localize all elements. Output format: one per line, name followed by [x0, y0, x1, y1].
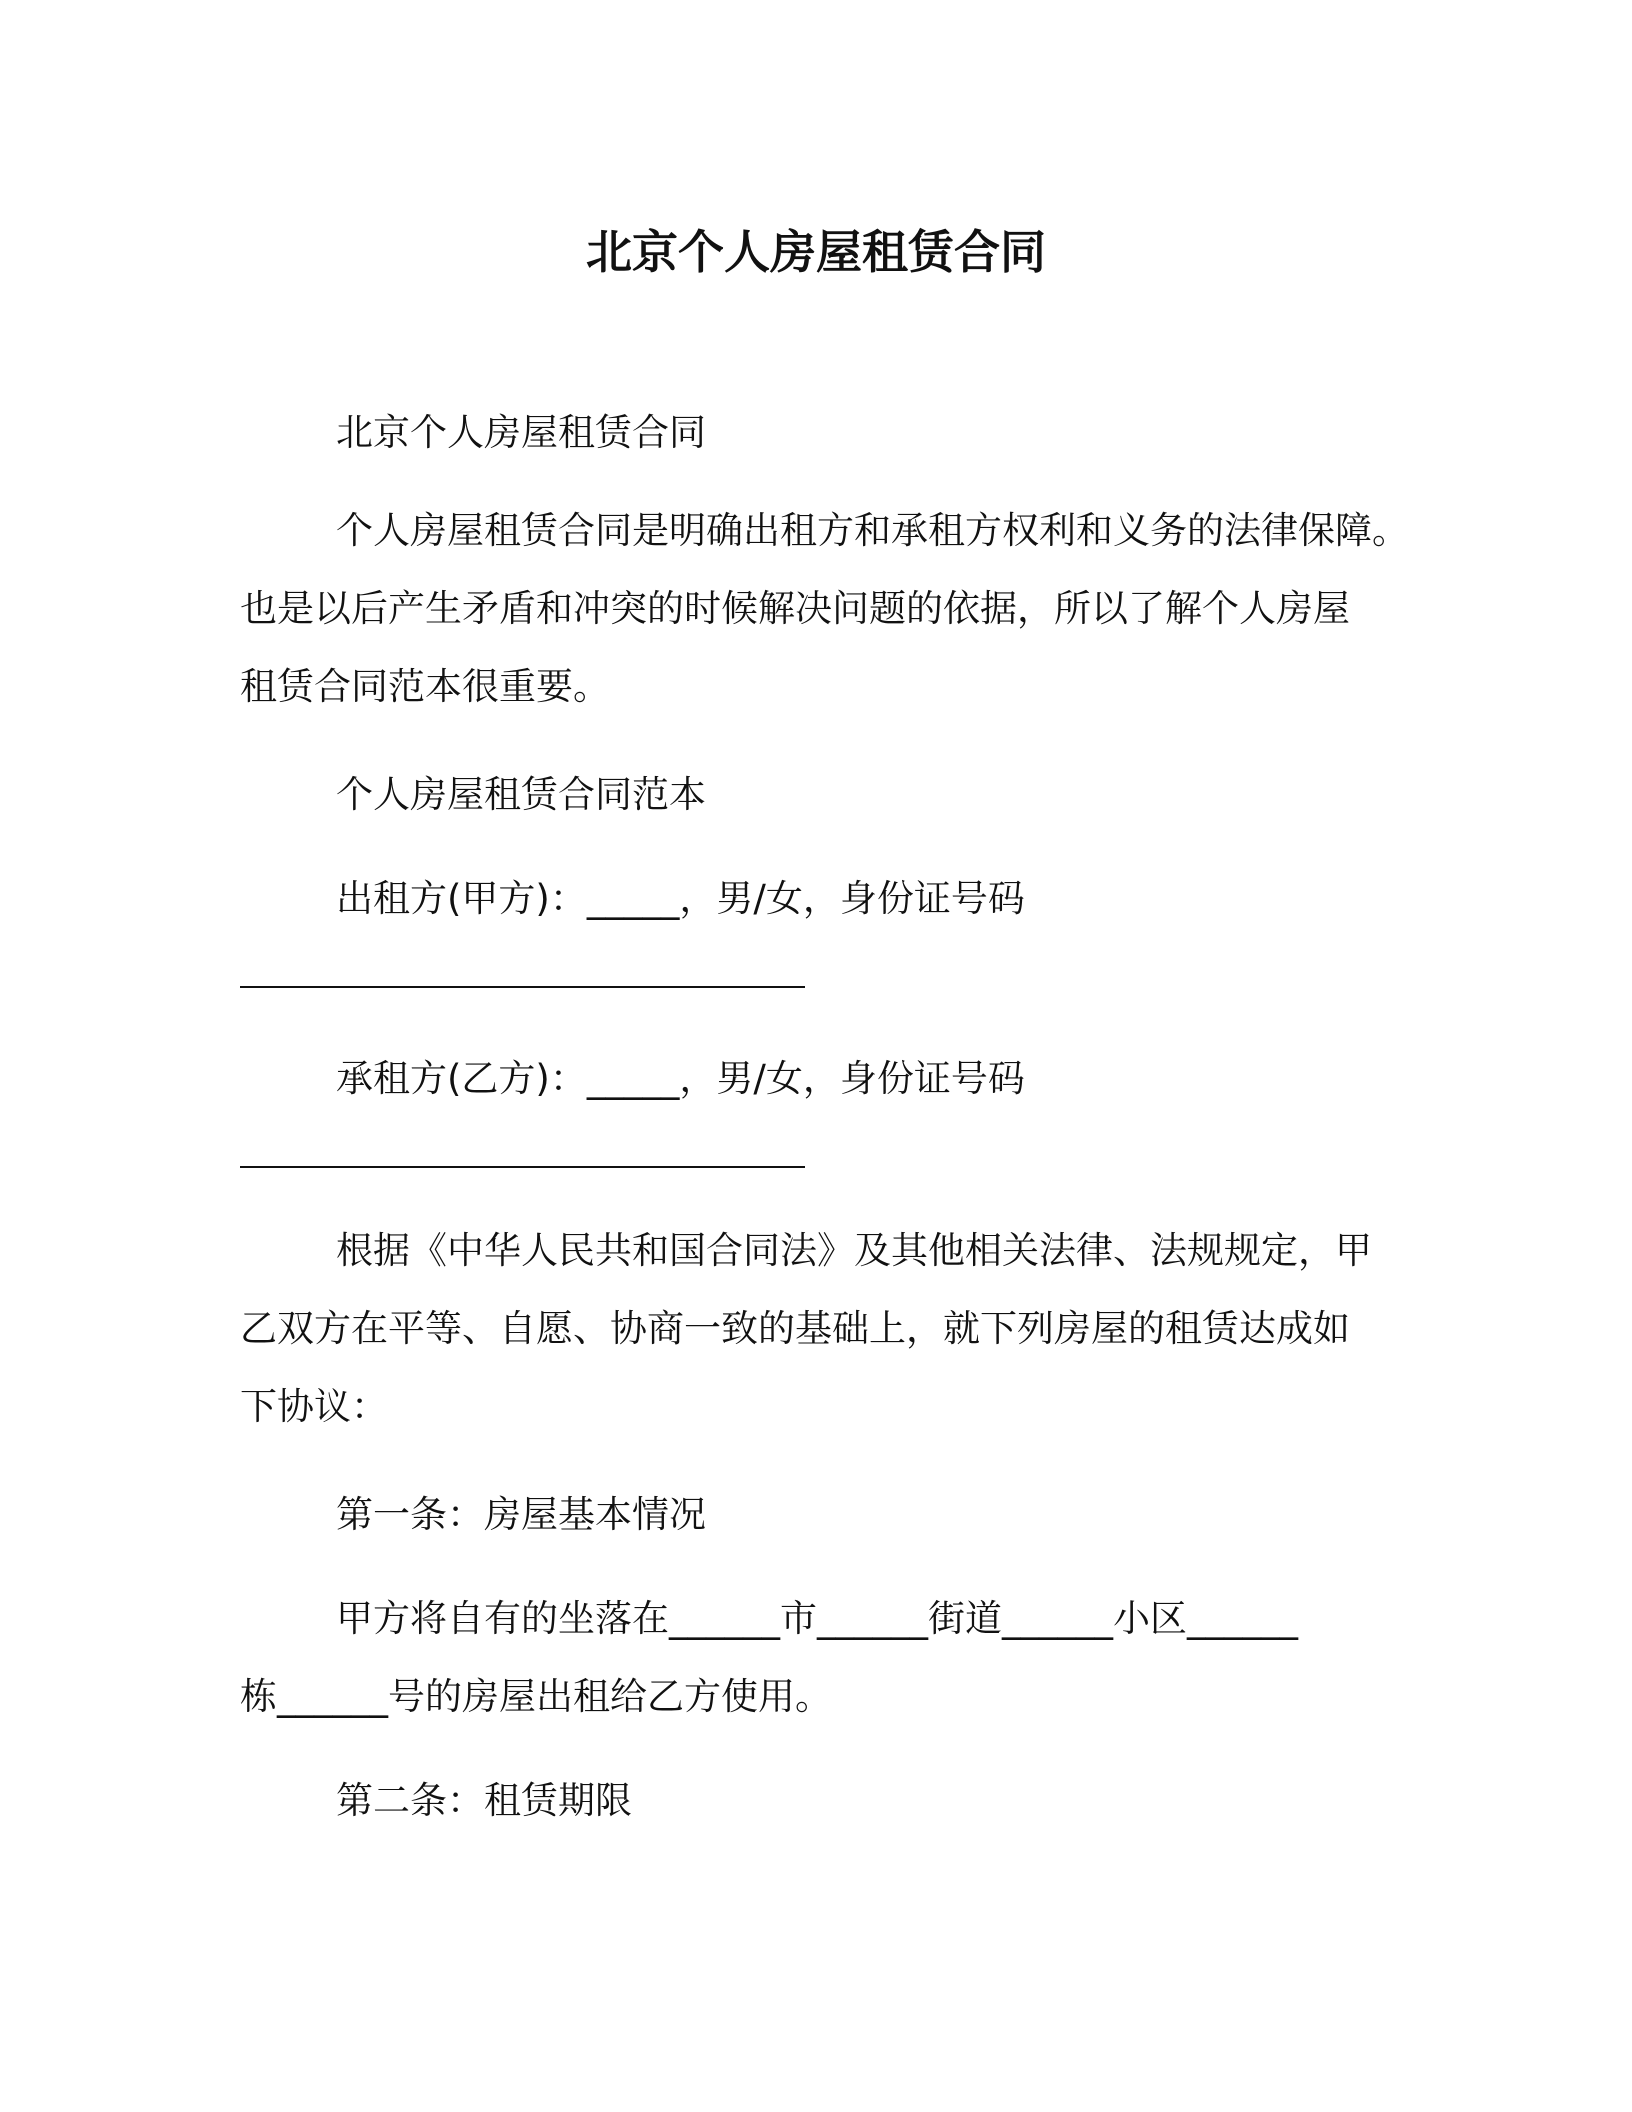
template-heading: 个人房屋租赁合同范本	[336, 773, 706, 816]
legal-basis-line-3: 下协议：	[240, 1385, 388, 1428]
intro-paragraph	[240, 492, 1409, 726]
article-1-line-2: 栋______号的房屋出租给乙方使用。	[240, 1675, 832, 1718]
party-a-id-blank	[240, 986, 805, 988]
legal-basis-paragraph	[240, 1212, 1380, 1446]
intro-line-3: 租赁合同范本很重要。	[240, 665, 610, 708]
party-b-id-blank	[240, 1166, 805, 1168]
article-1-line-1: 甲方将自有的坐落在______市______街道______小区______	[336, 1597, 1298, 1640]
legal-basis-line-2: 乙双方在平等、自愿、协商一致的基础上，就下列房屋的租赁达成如	[240, 1307, 1350, 1350]
article-1-body	[240, 1580, 1380, 1736]
party-b-line: 承租方(乙方)：_____，男/女，身份证号码	[336, 1057, 1025, 1100]
intro-line-2: 也是以后产生矛盾和冲突的时候解决问题的依据，所以了解个人房屋	[240, 587, 1350, 630]
article-2-heading: 第二条：租赁期限	[336, 1779, 632, 1822]
intro-line-1: 个人房屋租赁合同是明确出租方和承租方权利和义务的法律保障。	[336, 509, 1409, 552]
article-1-heading: 第一条：房屋基本情况	[336, 1493, 706, 1536]
document-subtitle: 北京个人房屋租赁合同	[336, 411, 706, 454]
legal-basis-line-1: 根据《中华人民共和国合同法》及其他相关法律、法规规定，甲	[336, 1229, 1372, 1272]
party-a-line: 出租方(甲方)：_____，男/女，身份证号码	[336, 877, 1025, 920]
document-title: 北京个人房屋租赁合同	[586, 225, 1046, 279]
